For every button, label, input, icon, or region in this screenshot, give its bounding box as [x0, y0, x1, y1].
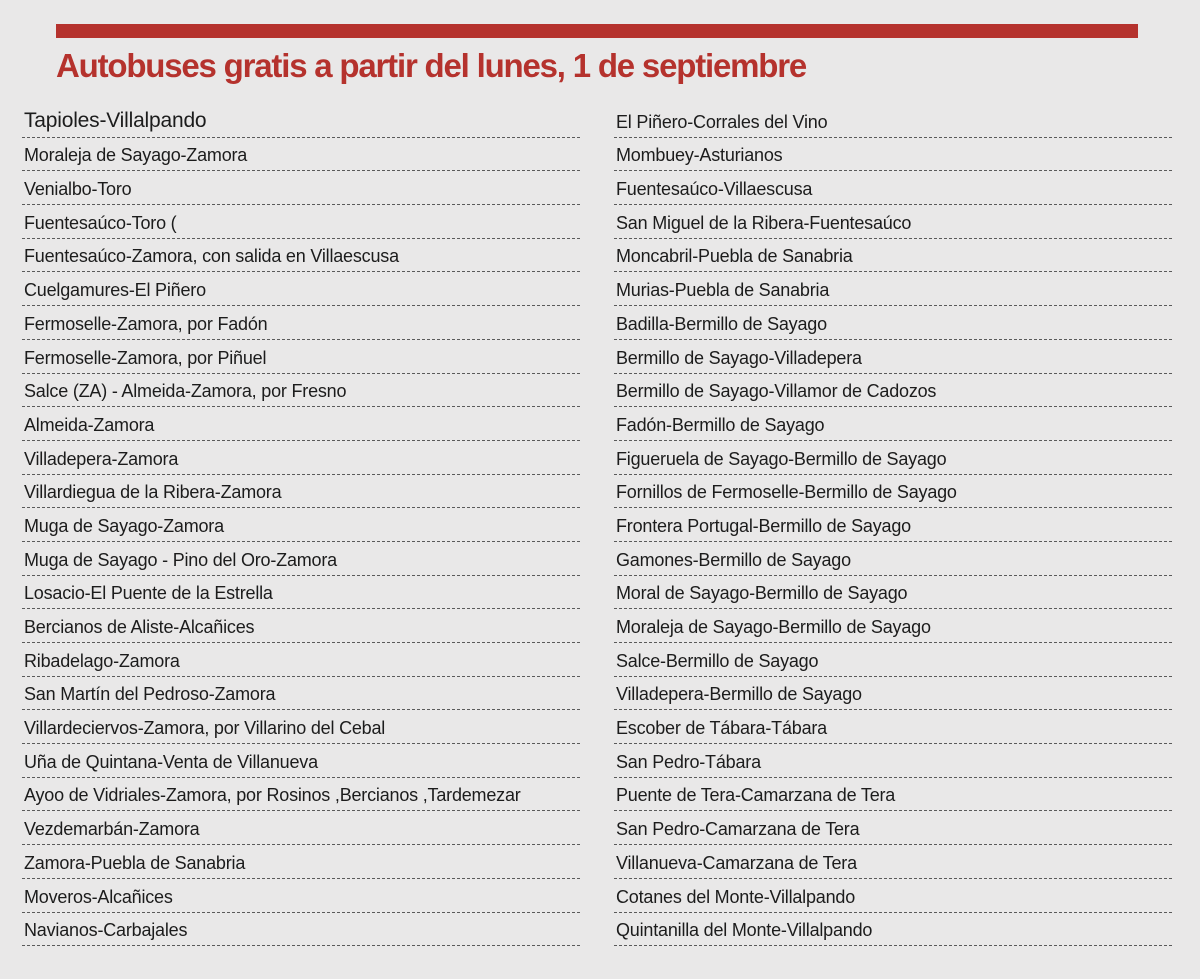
route-item: Fermoselle-Zamora, por Fadón [22, 306, 580, 340]
route-item: Villanueva-Camarzana de Tera [614, 845, 1172, 879]
route-item: Fuentesaúco-Toro ( [22, 205, 580, 239]
route-item: Villardiegua de la Ribera-Zamora [22, 475, 580, 509]
route-item: Mombuey-Asturianos [614, 138, 1172, 172]
route-item: El Piñero-Corrales del Vino [614, 104, 1172, 138]
route-item: Muga de Sayago - Pino del Oro-Zamora [22, 542, 580, 576]
top-accent-rule [56, 24, 1138, 38]
route-item: Moral de Sayago-Bermillo de Sayago [614, 576, 1172, 610]
route-item: Tapioles-Villalpando [22, 104, 580, 138]
route-item: Bermillo de Sayago-Villamor de Cadozos [614, 374, 1172, 408]
route-item: Cotanes del Monte-Villalpando [614, 879, 1172, 913]
route-item: Moveros-Alcañices [22, 879, 580, 913]
route-item: Venialbo-Toro [22, 171, 580, 205]
route-item: Salce (ZA) - Almeida-Zamora, por Fresno [22, 374, 580, 408]
route-item: Villadepera-Bermillo de Sayago [614, 677, 1172, 711]
route-item: Figueruela de Sayago-Bermillo de Sayago [614, 441, 1172, 475]
route-item: Bercianos de Aliste-Alcañices [22, 609, 580, 643]
route-item: Quintanilla del Monte-Villalpando [614, 913, 1172, 947]
route-item: Vezdemarbán-Zamora [22, 811, 580, 845]
route-item: Moraleja de Sayago-Zamora [22, 138, 580, 172]
routes-list-right [614, 104, 1172, 946]
route-item: Ribadelago-Zamora [22, 643, 580, 677]
route-item: Cuelgamures-El Piñero [22, 272, 580, 306]
route-item: Fadón-Bermillo de Sayago [614, 407, 1172, 441]
route-item: Moncabril-Puebla de Sanabria [614, 239, 1172, 273]
route-item: Moraleja de Sayago-Bermillo de Sayago [614, 609, 1172, 643]
route-item: San Martín del Pedroso-Zamora [22, 677, 580, 711]
route-item: Villardeciervos-Zamora, por Villarino del Cebal [22, 710, 580, 744]
route-item: Losacio-El Puente de la Estrella [22, 576, 580, 610]
route-item: Zamora-Puebla de Sanabria [22, 845, 580, 879]
route-item: Uña de Quintana-Venta de Villanueva [22, 744, 580, 778]
route-item: Almeida-Zamora [22, 407, 580, 441]
route-item: San Pedro-Tábara [614, 744, 1172, 778]
routes-list-left [22, 104, 580, 946]
route-item: Navianos-Carbajales [22, 913, 580, 947]
route-item: Frontera Portugal-Bermillo de Sayago [614, 508, 1172, 542]
route-item: San Pedro-Camarzana de Tera [614, 811, 1172, 845]
route-item: Gamones-Bermillo de Sayago [614, 542, 1172, 576]
route-item: Puente de Tera-Camarzana de Tera [614, 778, 1172, 812]
route-item: Villadepera-Zamora [22, 441, 580, 475]
route-item: Murias-Puebla de Sanabria [614, 272, 1172, 306]
route-item: Badilla-Bermillo de Sayago [614, 306, 1172, 340]
route-item: Salce-Bermillo de Sayago [614, 643, 1172, 677]
route-item: Bermillo de Sayago-Villadepera [614, 340, 1172, 374]
route-item: Muga de Sayago-Zamora [22, 508, 580, 542]
route-item: Fornillos de Fermoselle-Bermillo de Sayago [614, 475, 1172, 509]
route-item: Ayoo de Vidriales-Zamora, por Rosinos ,Bercianos ,Tardemezar [22, 778, 580, 812]
route-item: Fermoselle-Zamora, por Piñuel [22, 340, 580, 374]
route-item: Fuentesaúco-Zamora, con salida en Villaescusa [22, 239, 580, 273]
route-item: Escober de Tábara-Tábara [614, 710, 1172, 744]
route-item: San Miguel de la Ribera-Fuentesaúco [614, 205, 1172, 239]
headline: Autobuses gratis a partir del lunes, 1 de septiembre [56, 47, 806, 84]
route-item: Fuentesaúco-Villaescusa [614, 171, 1172, 205]
